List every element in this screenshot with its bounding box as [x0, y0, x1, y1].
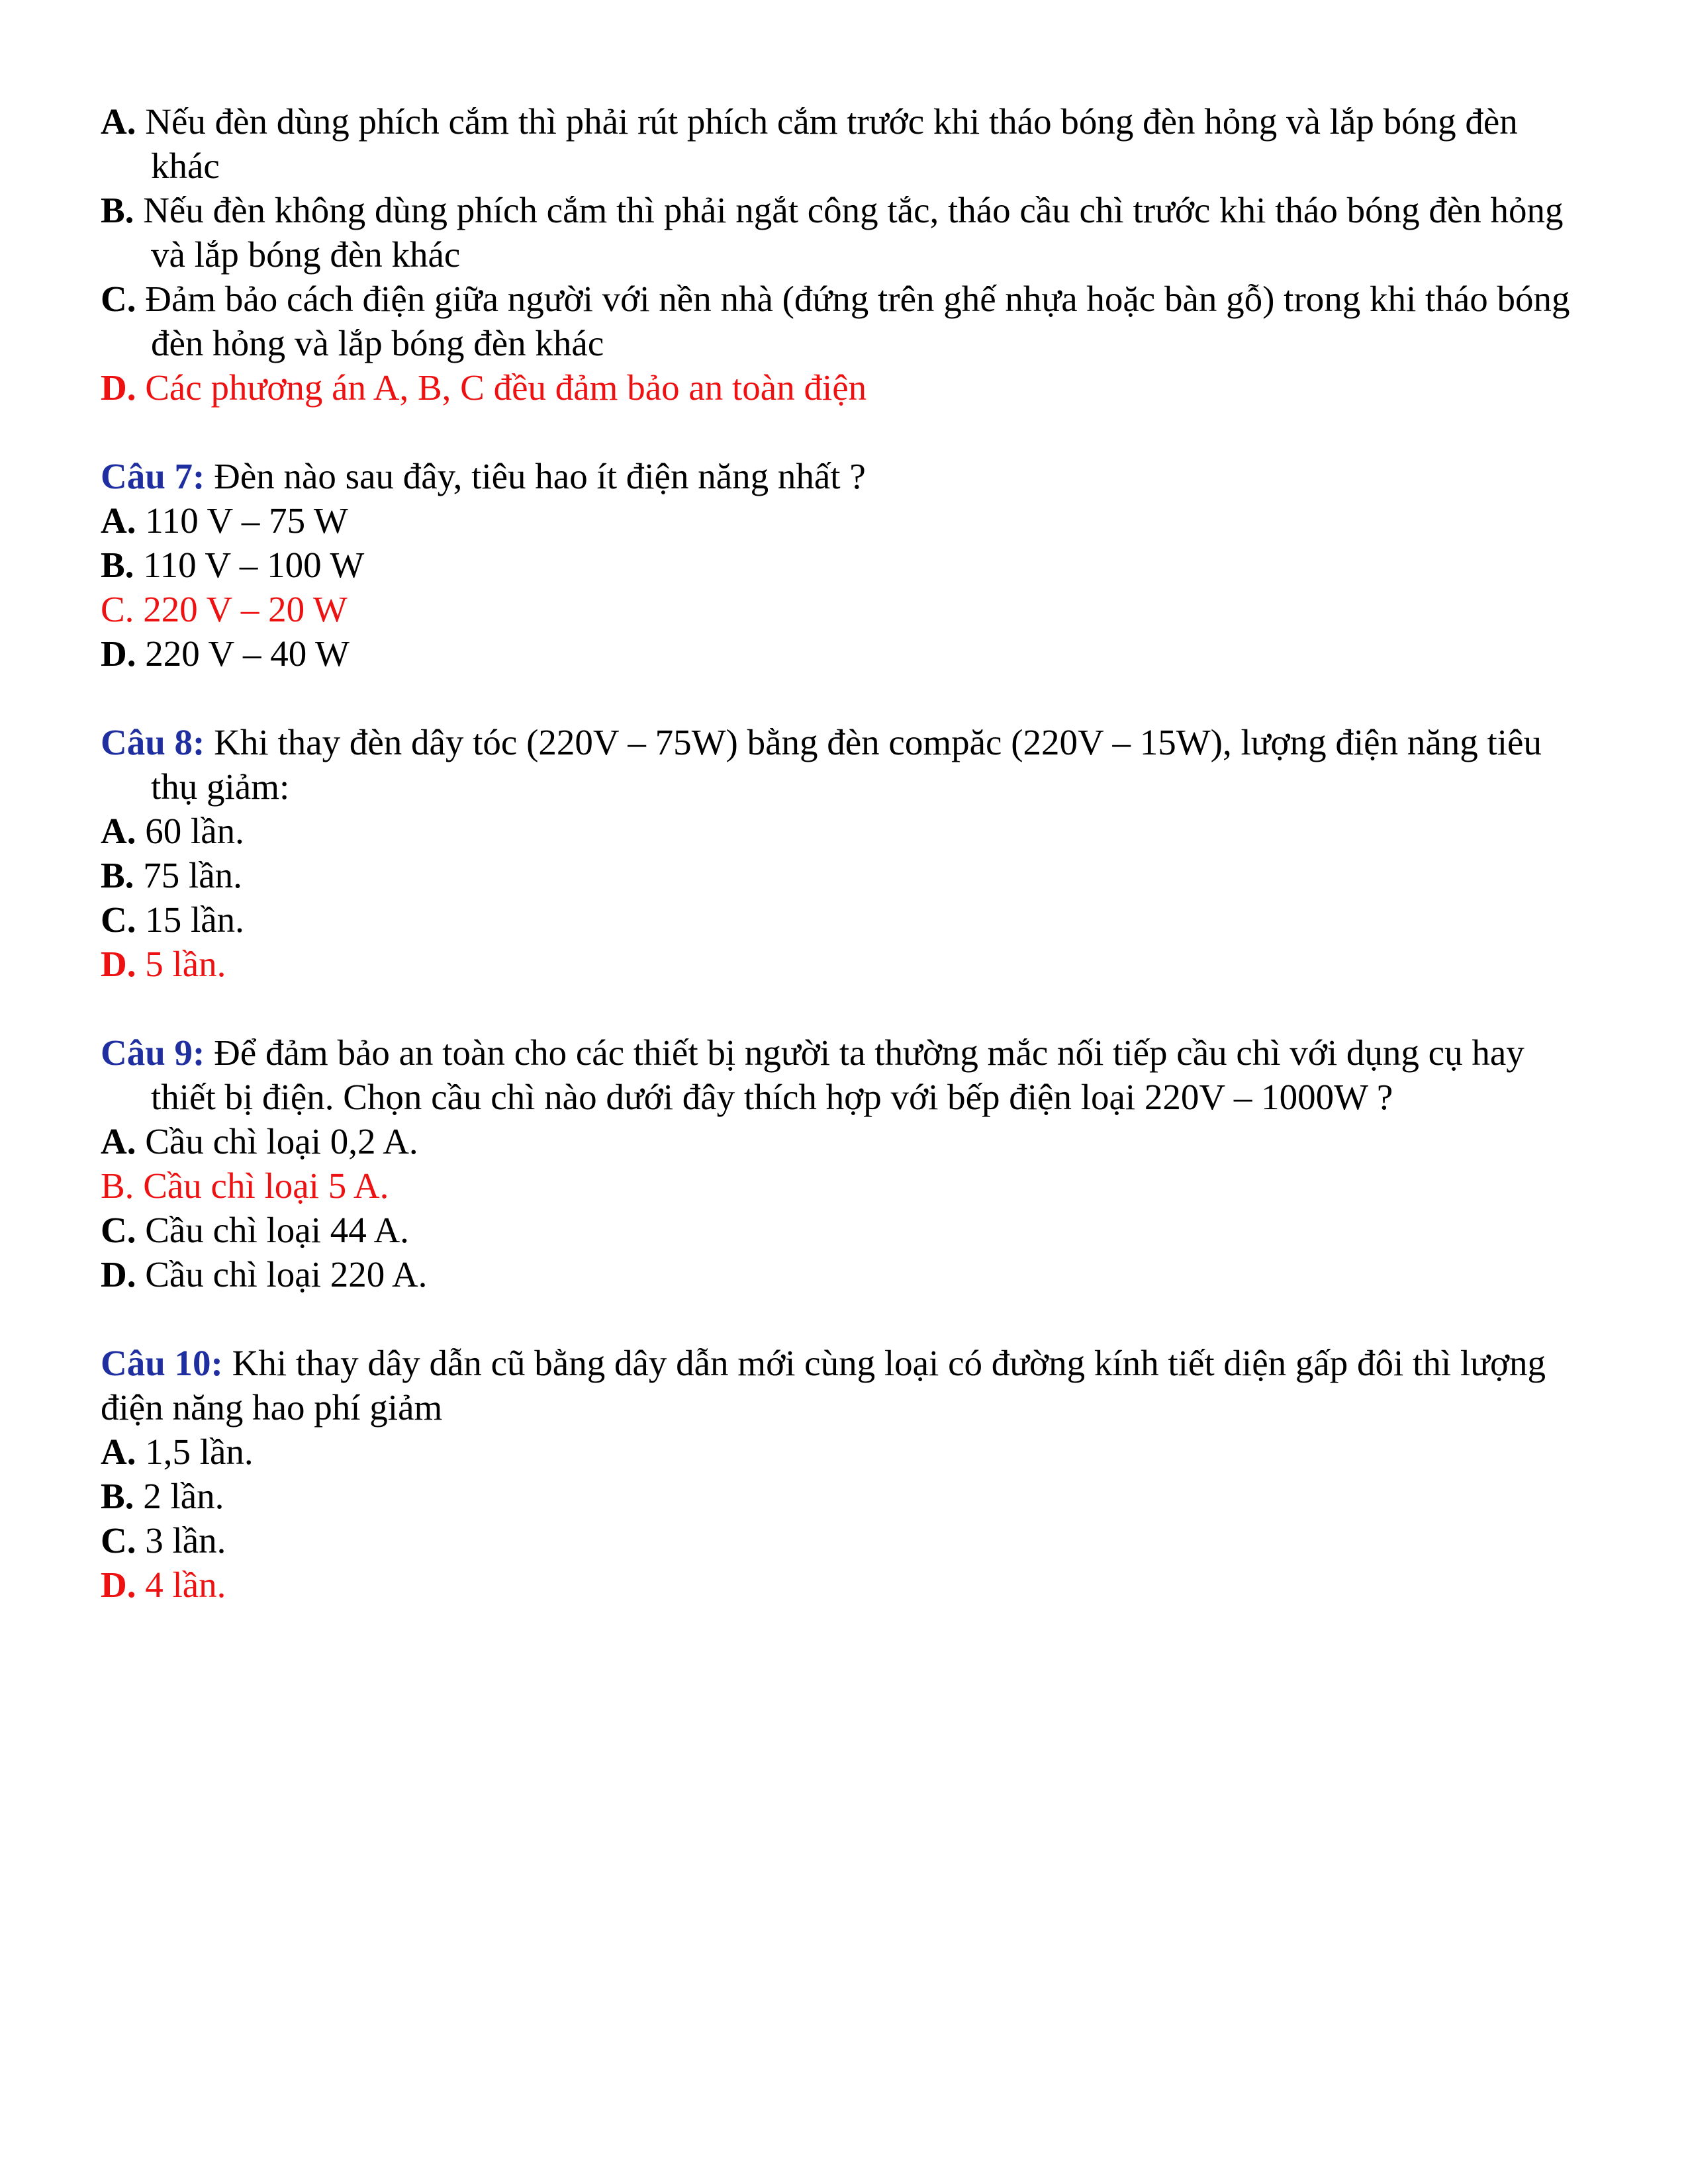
q8-stem: Câu 8: Khi thay đèn dây tóc (220V – 75W) bằng đèn compăc (220V – 15W), lượng điện năng tiêu thụ giảm:	[101, 722, 1542, 807]
spacer	[101, 410, 1590, 454]
q6-option-c: C. Đảm bảo cách điện giữa người với nền nhà (đứng trên ghế nhựa hoặc bàn gỗ) trong khi tháo bóng đèn hỏng và lắp bóng đèn khác	[101, 279, 1570, 363]
spacer	[101, 676, 1590, 720]
q9-option-a: A. Cầu chì loại 0,2 A.	[101, 1121, 418, 1161]
q8-option-b: B. 75 lần.	[101, 855, 242, 895]
q6-option-a: A. Nếu đèn dùng phích cắm thì phải rút phích cắm trước khi tháo bóng đèn hỏng và lắp bóng đèn khác	[101, 101, 1518, 186]
q6-option-b: B. Nếu đèn không dùng phích cắm thì phải ngắt công tắc, tháo cầu chì trước khi tháo bóng đèn hỏng và lắp bóng đèn khác	[101, 190, 1564, 275]
q8-option-d-correct: D. 5 lần.	[101, 944, 226, 984]
q7-option-b: B. 110 V – 100 W	[101, 545, 365, 585]
q7-option-c-correct: C. 220 V – 20 W	[101, 589, 348, 629]
q10-option-c: C. 3 lần.	[101, 1520, 226, 1561]
q9-option-d: D. Cầu chì loại 220 A.	[101, 1254, 428, 1295]
q8-option-a: A. 60 lần.	[101, 811, 244, 851]
document-page	[101, 99, 1590, 1607]
question-8	[101, 720, 1590, 986]
q9-option-c: C. Cầu chì loại 44 A.	[101, 1210, 409, 1250]
q7-option-a: A. 110 V – 75 W	[101, 500, 348, 541]
question-6	[101, 99, 1590, 410]
q10-stem: Câu 10: Khi thay dây dẫn cũ bằng dây dẫn mới cùng loại có đường kính tiết diện gấp đôi thì lượng điện năng hao phí giảm	[101, 1343, 1546, 1428]
spacer	[101, 1297, 1590, 1341]
q10-option-d-correct: D. 4 lần.	[101, 1565, 226, 1605]
q10-option-a: A. 1,5 lần.	[101, 1432, 254, 1472]
q8-option-c: C. 15 lần.	[101, 899, 244, 940]
question-10	[101, 1341, 1590, 1607]
q7-option-d: D. 220 V – 40 W	[101, 633, 350, 674]
question-9	[101, 1030, 1590, 1297]
q7-stem: Câu 7: Đèn nào sau đây, tiêu hao ít điện năng nhất ?	[101, 456, 866, 496]
q9-stem: Câu 9: Để đảm bảo an toàn cho các thiết bị người ta thường mắc nối tiếp cầu chì với dụng cụ hay thiết bị điện. Chọn cầu chì nào dưới đây thích hợp với bếp điện loại 220V – 1000W ?	[101, 1032, 1524, 1117]
spacer	[101, 986, 1590, 1030]
q10-option-b: B. 2 lần.	[101, 1476, 224, 1516]
q6-option-d-correct: D. Các phương án A, B, C đều đảm bảo an toàn điện	[101, 367, 867, 408]
question-7	[101, 454, 1590, 676]
q9-option-b-correct: B. Cầu chì loại 5 A.	[101, 1165, 389, 1206]
